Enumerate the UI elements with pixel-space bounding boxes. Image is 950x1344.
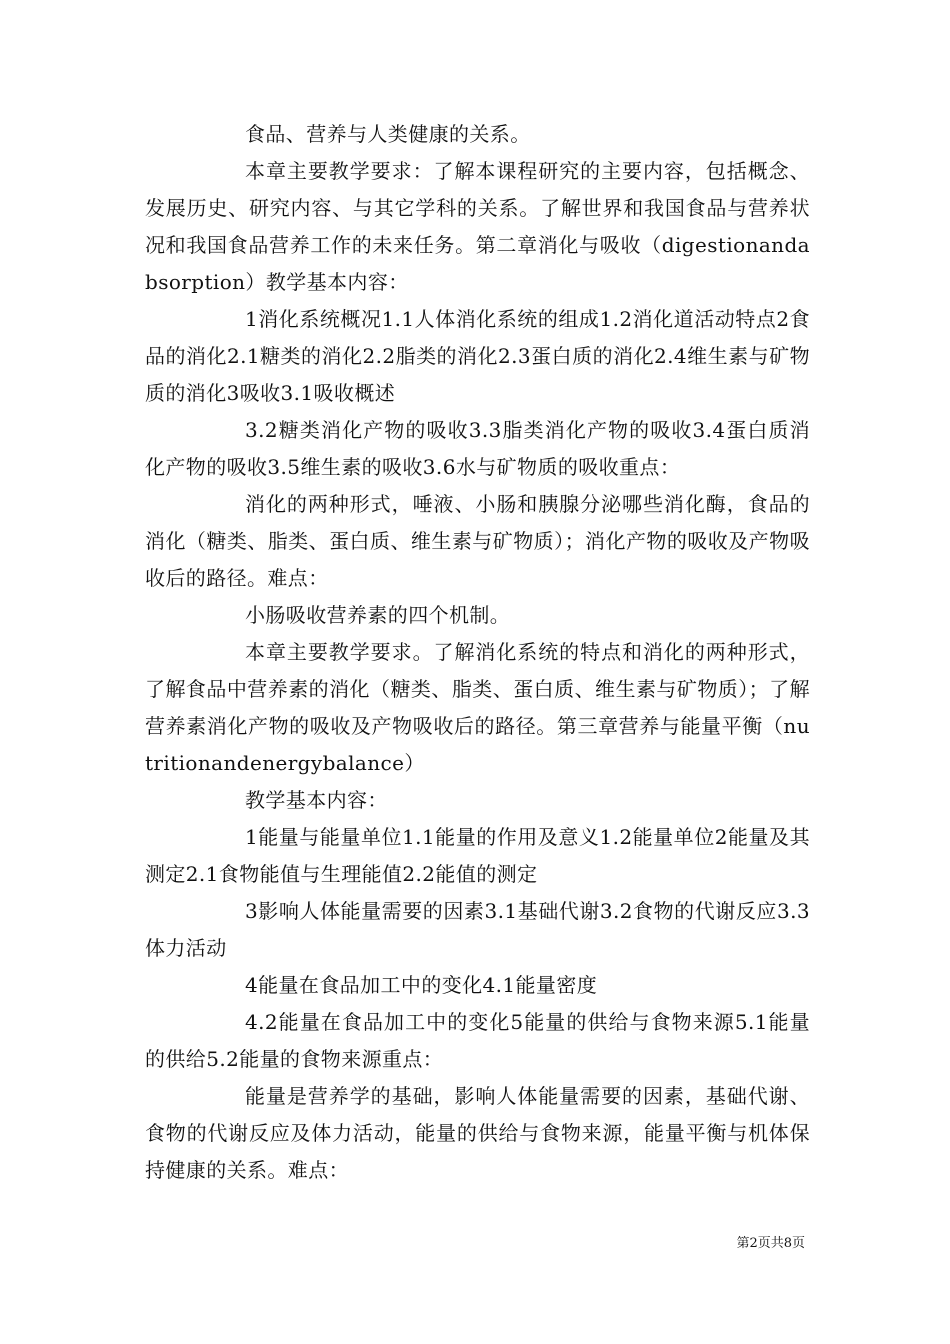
paragraph: 能量是营养学的基础，影响人体能量需要的因素，基础代谢、食物的代谢反应及体力活动，能量的供给与食物来源，能量平衡与机体保持健康的关系。难点： [145,1084,810,1182]
page-number-footer: 第2页共8页 [736,1236,805,1251]
paragraph: 消化的两种形式，唾液、小肠和胰腺分泌哪些消化酶，食品的消化（糖类、脂类、蛋白质、维生素与矿物质）；消化产物的吸收及产物吸收后的路径。难点： [145,492,810,590]
paragraph: 1消化系统概况1.1人体消化系统的组成1.2消化道活动特点2食品的消化2.1糖类的消化2.2脂类的消化2.3蛋白质的消化2.4维生素与矿物质的消化3吸收3.1吸收概述 [145,307,810,405]
body-text [145,116,810,1189]
paragraph: 本章主要教学要求：了解本课程研究的主要内容，包括概念、发展历史、研究内容、与其它学科的关系。了解世界和我国食品与营养状况和我国食品营养工作的未来任务。第二章消化与吸收（digestionandabsorption）教学基本内容： [145,159,810,294]
paragraph: 4能量在食品加工中的变化4.1能量密度 [245,973,598,997]
paragraph: 教学基本内容： [245,788,388,812]
paragraph: 3影响人体能量需要的因素3.1基础代谢3.2食物的代谢反应3.3体力活动 [145,899,810,960]
paragraph: 食品、营养与人类健康的关系。 [245,122,531,146]
paragraph: 本章主要教学要求。了解消化系统的特点和消化的两种形式，了解食品中营养素的消化（糖类、脂类、蛋白质、维生素与矿物质）；了解营养素消化产物的吸收及产物吸收后的路径。第三章营养与能量平衡（nutritionandenergybalance） [145,640,810,775]
paragraph: 3.2糖类消化产物的吸收3.3脂类消化产物的吸收3.4蛋白质消化产物的吸收3.5维生素的吸收3.6水与矿物质的吸收重点： [145,418,810,479]
paragraph: 小肠吸收营养素的四个机制。 [245,603,511,627]
paragraph: 4.2能量在食品加工中的变化5能量的供给与食物来源5.1能量的供给5.2能量的食物来源重点： [145,1010,810,1071]
paragraph: 1能量与能量单位1.1能量的作用及意义1.2能量单位2能量及其测定2.1食物能值与生理能值2.2能值的测定 [145,825,810,886]
